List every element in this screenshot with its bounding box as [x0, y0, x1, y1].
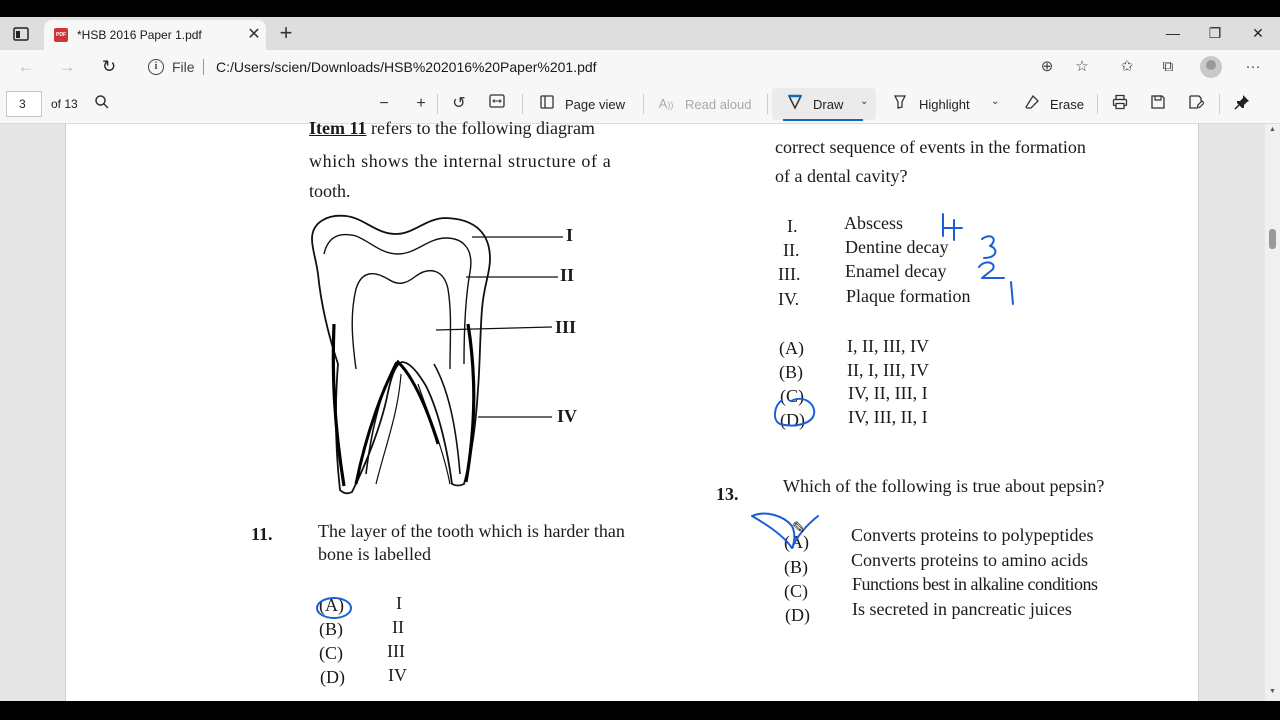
pdf-viewport — [0, 118, 1280, 701]
q12-option-letter: (A) — [779, 338, 804, 358]
fit-page-icon[interactable] — [487, 94, 507, 114]
q12-event-text: Enamel decay — [845, 261, 947, 281]
restore-button[interactable]: ❐ — [1208, 25, 1222, 41]
info-icon[interactable]: i — [148, 59, 164, 75]
diagram-label-iii: III — [555, 317, 577, 337]
q13-option-letter: (A) — [784, 532, 809, 552]
q12-event-text: Dentine decay — [845, 237, 949, 257]
minimize-button[interactable]: — — [1166, 25, 1180, 41]
browser-window — [0, 17, 1280, 701]
q12-event-numeral: III. — [778, 264, 801, 284]
url-text[interactable]: C:/Users/scien/Downloads/HSB%202016%20Paper%201.pdf — [216, 59, 597, 75]
q13-option-letter: (D) — [785, 605, 810, 625]
page-view-button[interactable]: Page view — [565, 97, 625, 112]
draw-pen-icon[interactable] — [785, 94, 805, 114]
page-view-icon[interactable] — [537, 94, 557, 114]
add-favorite-icon[interactable]: ☆ — [1075, 58, 1089, 75]
draw-active-indicator — [783, 119, 863, 121]
tab-bar — [0, 17, 1280, 50]
q13-option-letter: (C) — [784, 581, 808, 601]
zoom-in-icon[interactable]: + — [416, 95, 426, 112]
q11-option-letter: (A) — [319, 595, 344, 615]
q13-option-text: Functions best in alkaline conditions — [852, 574, 1098, 594]
q11-option-text: II — [392, 617, 404, 637]
zoom-out-icon[interactable]: − — [379, 95, 389, 112]
chevron-down-icon[interactable]: ⌄ — [991, 96, 1000, 107]
tab-close-icon[interactable]: ✕ — [247, 26, 261, 43]
q12-option-text: IV, II, III, I — [848, 383, 928, 403]
eraser-icon[interactable] — [1022, 94, 1042, 114]
erase-button[interactable]: Erase — [1050, 97, 1084, 112]
q12-event-numeral: II. — [783, 240, 800, 260]
ink-annotations — [66, 124, 1200, 701]
q11-option-letter: (C) — [319, 643, 343, 663]
pin-toolbar-icon[interactable] — [1232, 94, 1252, 114]
vertical-scrollbar[interactable] — [1265, 124, 1280, 701]
toolbar-divider — [522, 94, 523, 114]
highlight-button[interactable]: Highlight — [919, 97, 970, 112]
save-as-icon[interactable] — [1186, 94, 1206, 114]
item-label: Item 11 — [309, 118, 367, 138]
url-scheme-label: File — [172, 59, 195, 75]
scroll-down-icon[interactable]: ▼ — [1269, 688, 1276, 695]
q11-option-letter: (D) — [320, 667, 345, 687]
q11-option-letter: (B) — [319, 619, 343, 639]
highlight-icon[interactable] — [890, 94, 910, 114]
refresh-button[interactable]: ↻ — [101, 57, 117, 76]
page-total: of 13 — [51, 97, 78, 111]
q13-option-text: Is secreted in pancreatic juices — [852, 599, 1072, 619]
pdf-page — [65, 118, 1199, 701]
zoom-icon[interactable]: ⊕ — [1040, 58, 1054, 75]
collections-icon[interactable]: ⧉ — [1162, 58, 1174, 75]
q12-event-numeral: I. — [787, 216, 798, 236]
read-aloud-button[interactable]: Read aloud — [685, 97, 752, 112]
q12-option-letter: (B) — [779, 362, 803, 382]
address-field[interactable] — [140, 53, 1100, 81]
q12-event-numeral: IV. — [778, 289, 800, 309]
diagram-label-i: I — [566, 225, 574, 245]
q13-number: 13. — [716, 484, 739, 504]
read-aloud-icon[interactable]: A)) — [658, 96, 674, 111]
q12-option-text: II, I, III, IV — [847, 360, 929, 380]
scrollbar-thumb[interactable] — [1269, 229, 1276, 249]
q13-option-letter: (B) — [784, 557, 808, 577]
print-icon[interactable] — [1110, 94, 1130, 114]
page-number-input[interactable]: 3 — [6, 91, 42, 117]
q11-option-text: III — [387, 641, 405, 661]
q13-option-text: Converts proteins to amino acids — [851, 550, 1088, 570]
q11-stem-line2: bone is labelled — [318, 544, 431, 564]
address-bar-row — [0, 50, 1280, 84]
close-window-button[interactable]: ✕ — [1252, 25, 1264, 41]
forward-button[interactable]: → — [58, 57, 76, 76]
pdf-toolbar — [0, 84, 1280, 124]
toolbar-divider — [767, 94, 768, 114]
q10-intro-line3: tooth. — [309, 181, 351, 201]
q12-event-text: Plaque formation — [846, 286, 971, 306]
q12-option-text: IV, III, II, I — [848, 407, 928, 427]
intro-line1-rest: refers to the following diagram — [371, 118, 595, 138]
toolbar-divider — [1097, 94, 1098, 114]
rotate-icon[interactable]: ↺ — [452, 95, 466, 112]
q13-stem: Which of the following is true about pepsin? — [783, 476, 1105, 496]
url-divider — [203, 59, 204, 75]
q12-option-text: I, II, III, IV — [847, 336, 929, 356]
favorites-icon[interactable]: ✩ — [1120, 58, 1134, 75]
diagram-label-iv: IV — [557, 406, 578, 426]
toolbar-divider — [1219, 94, 1220, 114]
diagram-label-ii: II — [560, 265, 575, 285]
toolbar-divider — [643, 94, 644, 114]
q11-option-text: I — [396, 593, 402, 613]
tab-title: *HSB 2016 Paper 1.pdf — [77, 28, 202, 42]
q11-number: 11. — [251, 524, 273, 544]
back-button[interactable]: ← — [17, 57, 35, 76]
q13-option-text: Converts proteins to polypeptides — [851, 525, 1094, 545]
avatar[interactable] — [1200, 56, 1222, 78]
draw-label: Draw — [813, 97, 844, 112]
q12-stem-line1: correct sequence of events in the formation — [775, 137, 1086, 157]
q11-stem-line1: The layer of the tooth which is harder than — [318, 521, 625, 541]
tab-active[interactable] — [44, 20, 266, 50]
q12-stem-line2: of a dental cavity? — [775, 166, 908, 186]
scroll-up-icon[interactable]: ▲ — [1269, 126, 1276, 133]
save-icon[interactable] — [1148, 94, 1168, 114]
q12-event-text: Abscess — [844, 213, 903, 233]
search-icon[interactable] — [92, 94, 112, 114]
tab-actions-icon[interactable] — [12, 25, 30, 43]
q12-option-letter: (D) — [780, 410, 805, 430]
pointer-cursor-icon: ✎ — [792, 520, 806, 537]
settings-more-icon[interactable]: ··· — [1245, 58, 1261, 75]
q11-option-text: IV — [388, 665, 407, 685]
q10-intro-line2: which shows the internal structure of a — [309, 151, 612, 171]
toolbar-divider — [437, 94, 438, 114]
chevron-down-icon[interactable]: ⌄ — [860, 96, 869, 107]
pdf-file-icon: PDF — [54, 28, 68, 42]
new-tab-button[interactable]: + — [279, 20, 293, 45]
q12-option-letter: (C) — [780, 386, 804, 406]
